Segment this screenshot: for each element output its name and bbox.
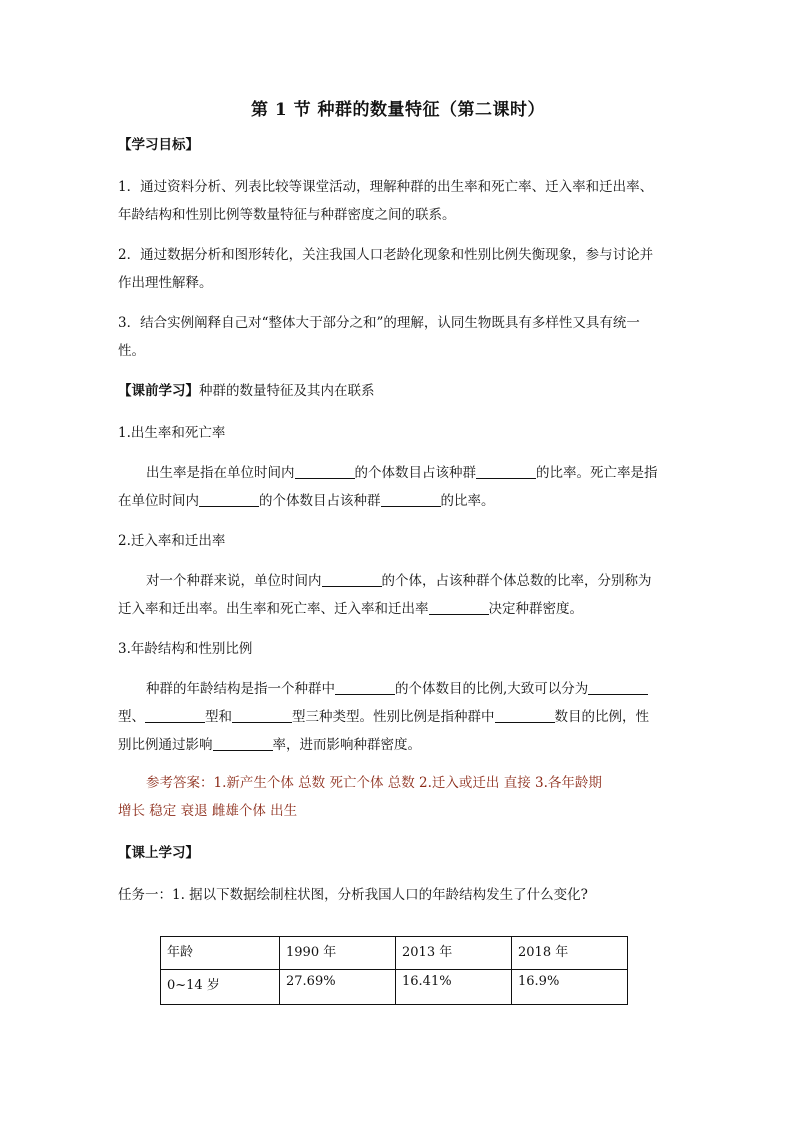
fill-blank[interactable] (232, 708, 292, 723)
objective-1-line1: 1．通过资料分析、列表比较等课堂活动，理解种群的出生率和死亡率、迁入率和迁出率、 (118, 179, 654, 195)
section-3-line1: 种群的年龄结构是指一个种群中 的个体数目的比例,大致可以分为 (146, 680, 648, 698)
answer-line1: 参考答案：1.新产生个体 总数 死亡个体 总数 2.迁入或迁出 直接 3.各年龄期 (146, 775, 602, 791)
table-cell: 27.69% (280, 970, 396, 1005)
table-cell: 16.41% (396, 970, 512, 1005)
table-header-row (161, 937, 628, 970)
page-title: 第 1 节 种群的数量特征（第二课时） (250, 100, 546, 120)
objective-3-line2: 性。 (118, 343, 145, 359)
section-1-title: 1.出生率和死亡率 (118, 425, 226, 441)
inclass-heading: 【课上学习】 (118, 845, 199, 861)
age-structure-table (160, 936, 628, 1005)
objectives-heading: 【学习目标】 (118, 137, 199, 153)
section-1-line2: 在单位时间内 的个体数目占该种群 的比率。 (118, 493, 495, 509)
table-cell: 16.9% (512, 970, 628, 1005)
fill-blank[interactable] (213, 736, 273, 751)
fill-blank[interactable] (322, 572, 382, 587)
header-cell: 1990 年 (280, 937, 396, 970)
table-cell: 0~14 岁 (161, 970, 280, 1005)
section-1-line1: 出生率是指在单位时间内 的个体数目占该种群 的比率。死亡率是指 (146, 465, 658, 481)
fill-blank[interactable] (381, 492, 441, 507)
objective-1-line2: 年龄结构和性别比例等数量特征与种群密度之间的联系。 (118, 207, 456, 223)
fill-blank[interactable] (476, 464, 536, 479)
section-3-title: 3.年龄结构和性别比例 (118, 641, 253, 657)
preclass-heading-line (118, 382, 375, 400)
objective-2-line2: 作出理性解释。 (118, 275, 213, 291)
fill-blank[interactable] (199, 492, 259, 507)
fill-blank[interactable] (495, 708, 555, 723)
header-cell: 年龄 (161, 937, 280, 970)
fill-blank[interactable] (295, 464, 355, 479)
preclass-topic: 种群的数量特征及其内在联系 (199, 383, 375, 399)
table-row (161, 970, 628, 1005)
fill-blank[interactable] (429, 600, 489, 615)
section-2-line1: 对一个种群来说，单位时间内 的个体，占该种群个体总数的比率，分别称为 (146, 573, 652, 589)
fill-blank[interactable] (145, 708, 205, 723)
task-1: 任务一：1. 据以下数据绘制柱状图，分析我国人口的年龄结构发生了什么变化? (118, 887, 588, 903)
objective-2-line1: 2．通过数据分析和图形转化，关注我国人口老龄化现象和性别比例失衡现象，参与讨论并 (118, 247, 654, 263)
fill-blank[interactable] (588, 680, 648, 695)
section-3-line3: 别比例通过影响 率，进而影响种群密度。 (118, 737, 421, 753)
answer-line2: 增长 稳定 衰退 雌雄个体 出生 (118, 803, 298, 819)
section-2-title: 2.迁入率和迁出率 (118, 533, 226, 549)
header-cell: 2013 年 (396, 937, 512, 970)
objective-3-line1: 3．结合实例阐释自己对“整体大于部分之和”的理解，认同生物既具有多样性又具有统一 (118, 315, 640, 331)
section-3-line2: 型、 型和 型三种类型。性别比例是指种群中 数目的比例，性 (118, 709, 649, 725)
header-cell: 2018 年 (512, 937, 628, 970)
preclass-heading: 【课前学习】 (118, 383, 199, 399)
section-2-line2: 迁入率和迁出率。出生率和死亡率、迁入率和迁出率 决定种群密度。 (118, 601, 583, 617)
fill-blank[interactable] (335, 680, 395, 695)
